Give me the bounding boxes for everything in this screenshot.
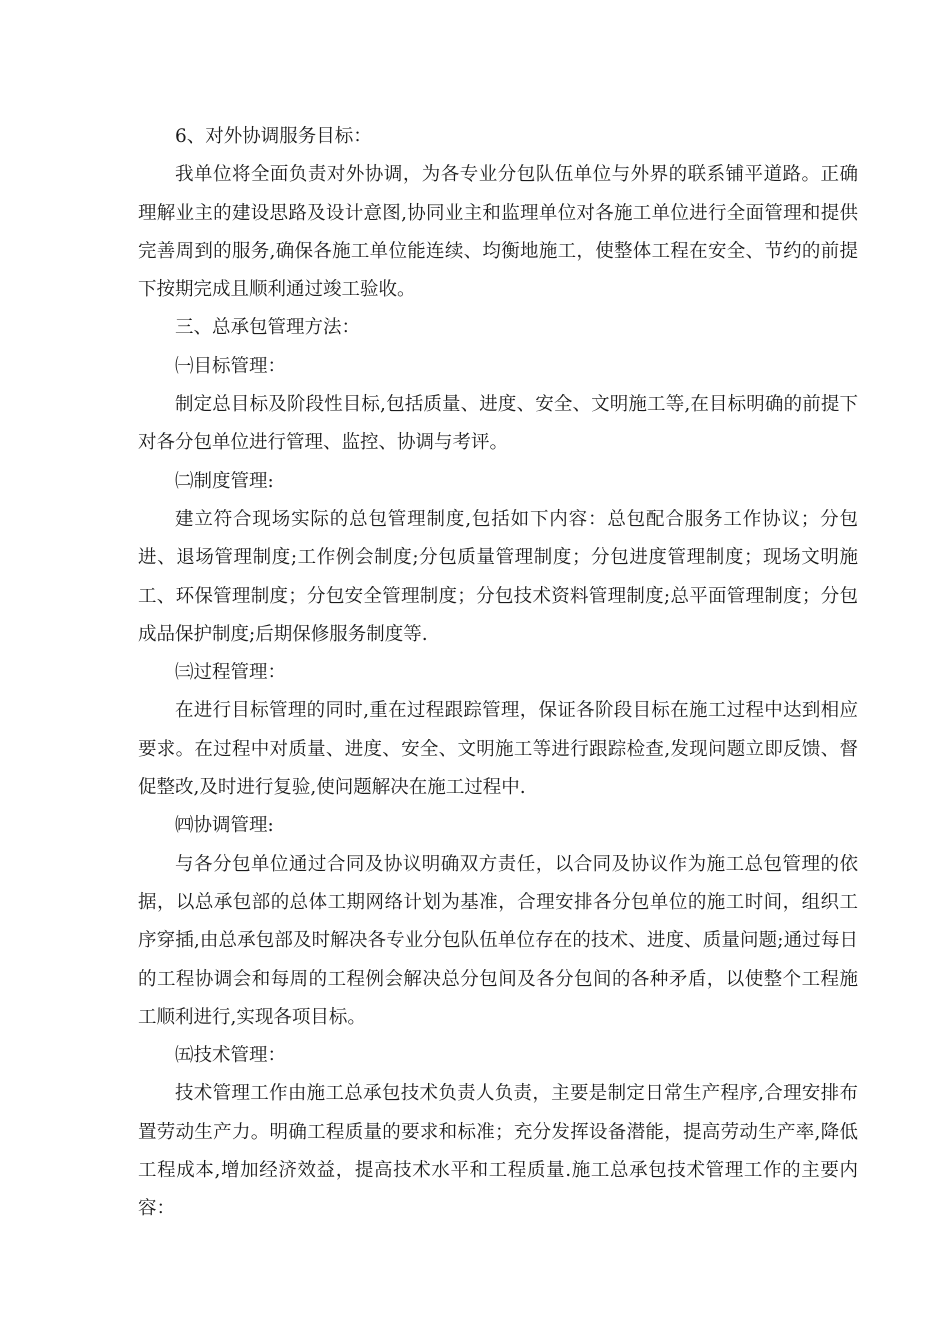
paragraph-external-coordination: 我单位将全面负责对外协调，为各专业分包队伍单位与外界的联系铺平道路。正确理解业主的建设思路及设计意图,协同业主和监理单位对各施工单位进行全面管理和提供完善周到的服务,确保各施工单位能连续、均衡地施工，使整体工程在安全、节约的前提下按期完成且顺利通过竣工验收。 <box>138 164 858 301</box>
paragraph-goal-management: 制定总目标及阶段性目标,包括质量、进度、安全、文明施工等,在目标明确的前提下对各分包单位进行管理、监控、协调与考评。 <box>138 394 858 454</box>
document-body <box>138 118 858 1229</box>
subheading-coordination-management: ㈣协调管理: <box>175 815 274 837</box>
paragraph-coordination-management: 与各分包单位通过合同及协议明确双方责任，以合同及协议作为施工总包管理的依据，以总承包部的总体工期网络计划为基准，合理安排各分包单位的施工时间，组织工序穿插,由总承包部及时解决各专业分包队伍单位存在的技术、进度、质量问题;通过每日的工程协调会和每周的工程例会解决总分包间及各分包间的各种矛盾，以使整个工程施工顺利进行,实现各项目标。 <box>138 853 858 1028</box>
subheading-technical-management: ㈤技术管理： <box>175 1045 287 1067</box>
paragraph-technical-management: 技术管理工作由施工总承包技术负责人负责，主要是制定日常生产程序,合理安排布置劳动生产力。明确工程质量的要求和标准；充分发挥设备潜能，提高劳动生产率,降低工程成本,增加经济效益，提高技术水平和工程质量.施工总承包技术管理工作的主要内容： <box>138 1083 858 1220</box>
paragraph-process-management: 在进行目标管理的同时,重在过程跟踪管理，保证各阶段目标在施工过程中达到相应要求。在过程中对质量、进度、安全、文明施工等进行跟踪检查,发现问题立即反馈、督促整改,及时进行复验,使问题解决在施工过程中. <box>138 700 858 799</box>
subheading-process-management: ㈢过程管理： <box>175 662 287 684</box>
subheading-goal-management: ㈠目标管理： <box>175 355 287 377</box>
section-heading-external-coordination-goal: 6、对外协调服务目标： <box>175 126 372 147</box>
section-heading-management-methods: 三、总承包管理方法： <box>175 317 361 339</box>
paragraph-system-management: 建立符合现场实际的总包管理制度,包括如下内容：总包配合服务工作协议；分包进、退场管理制度;工作例会制度;分包质量管理制度；分包进度管理制度；现场文明施工、环保管理制度；分包安全管理制度；分包技术资料管理制度;总平面管理制度；分包成品保护制度;后期保修服务制度等. <box>138 508 858 645</box>
subheading-system-management: ㈡制度管理: <box>175 470 274 492</box>
